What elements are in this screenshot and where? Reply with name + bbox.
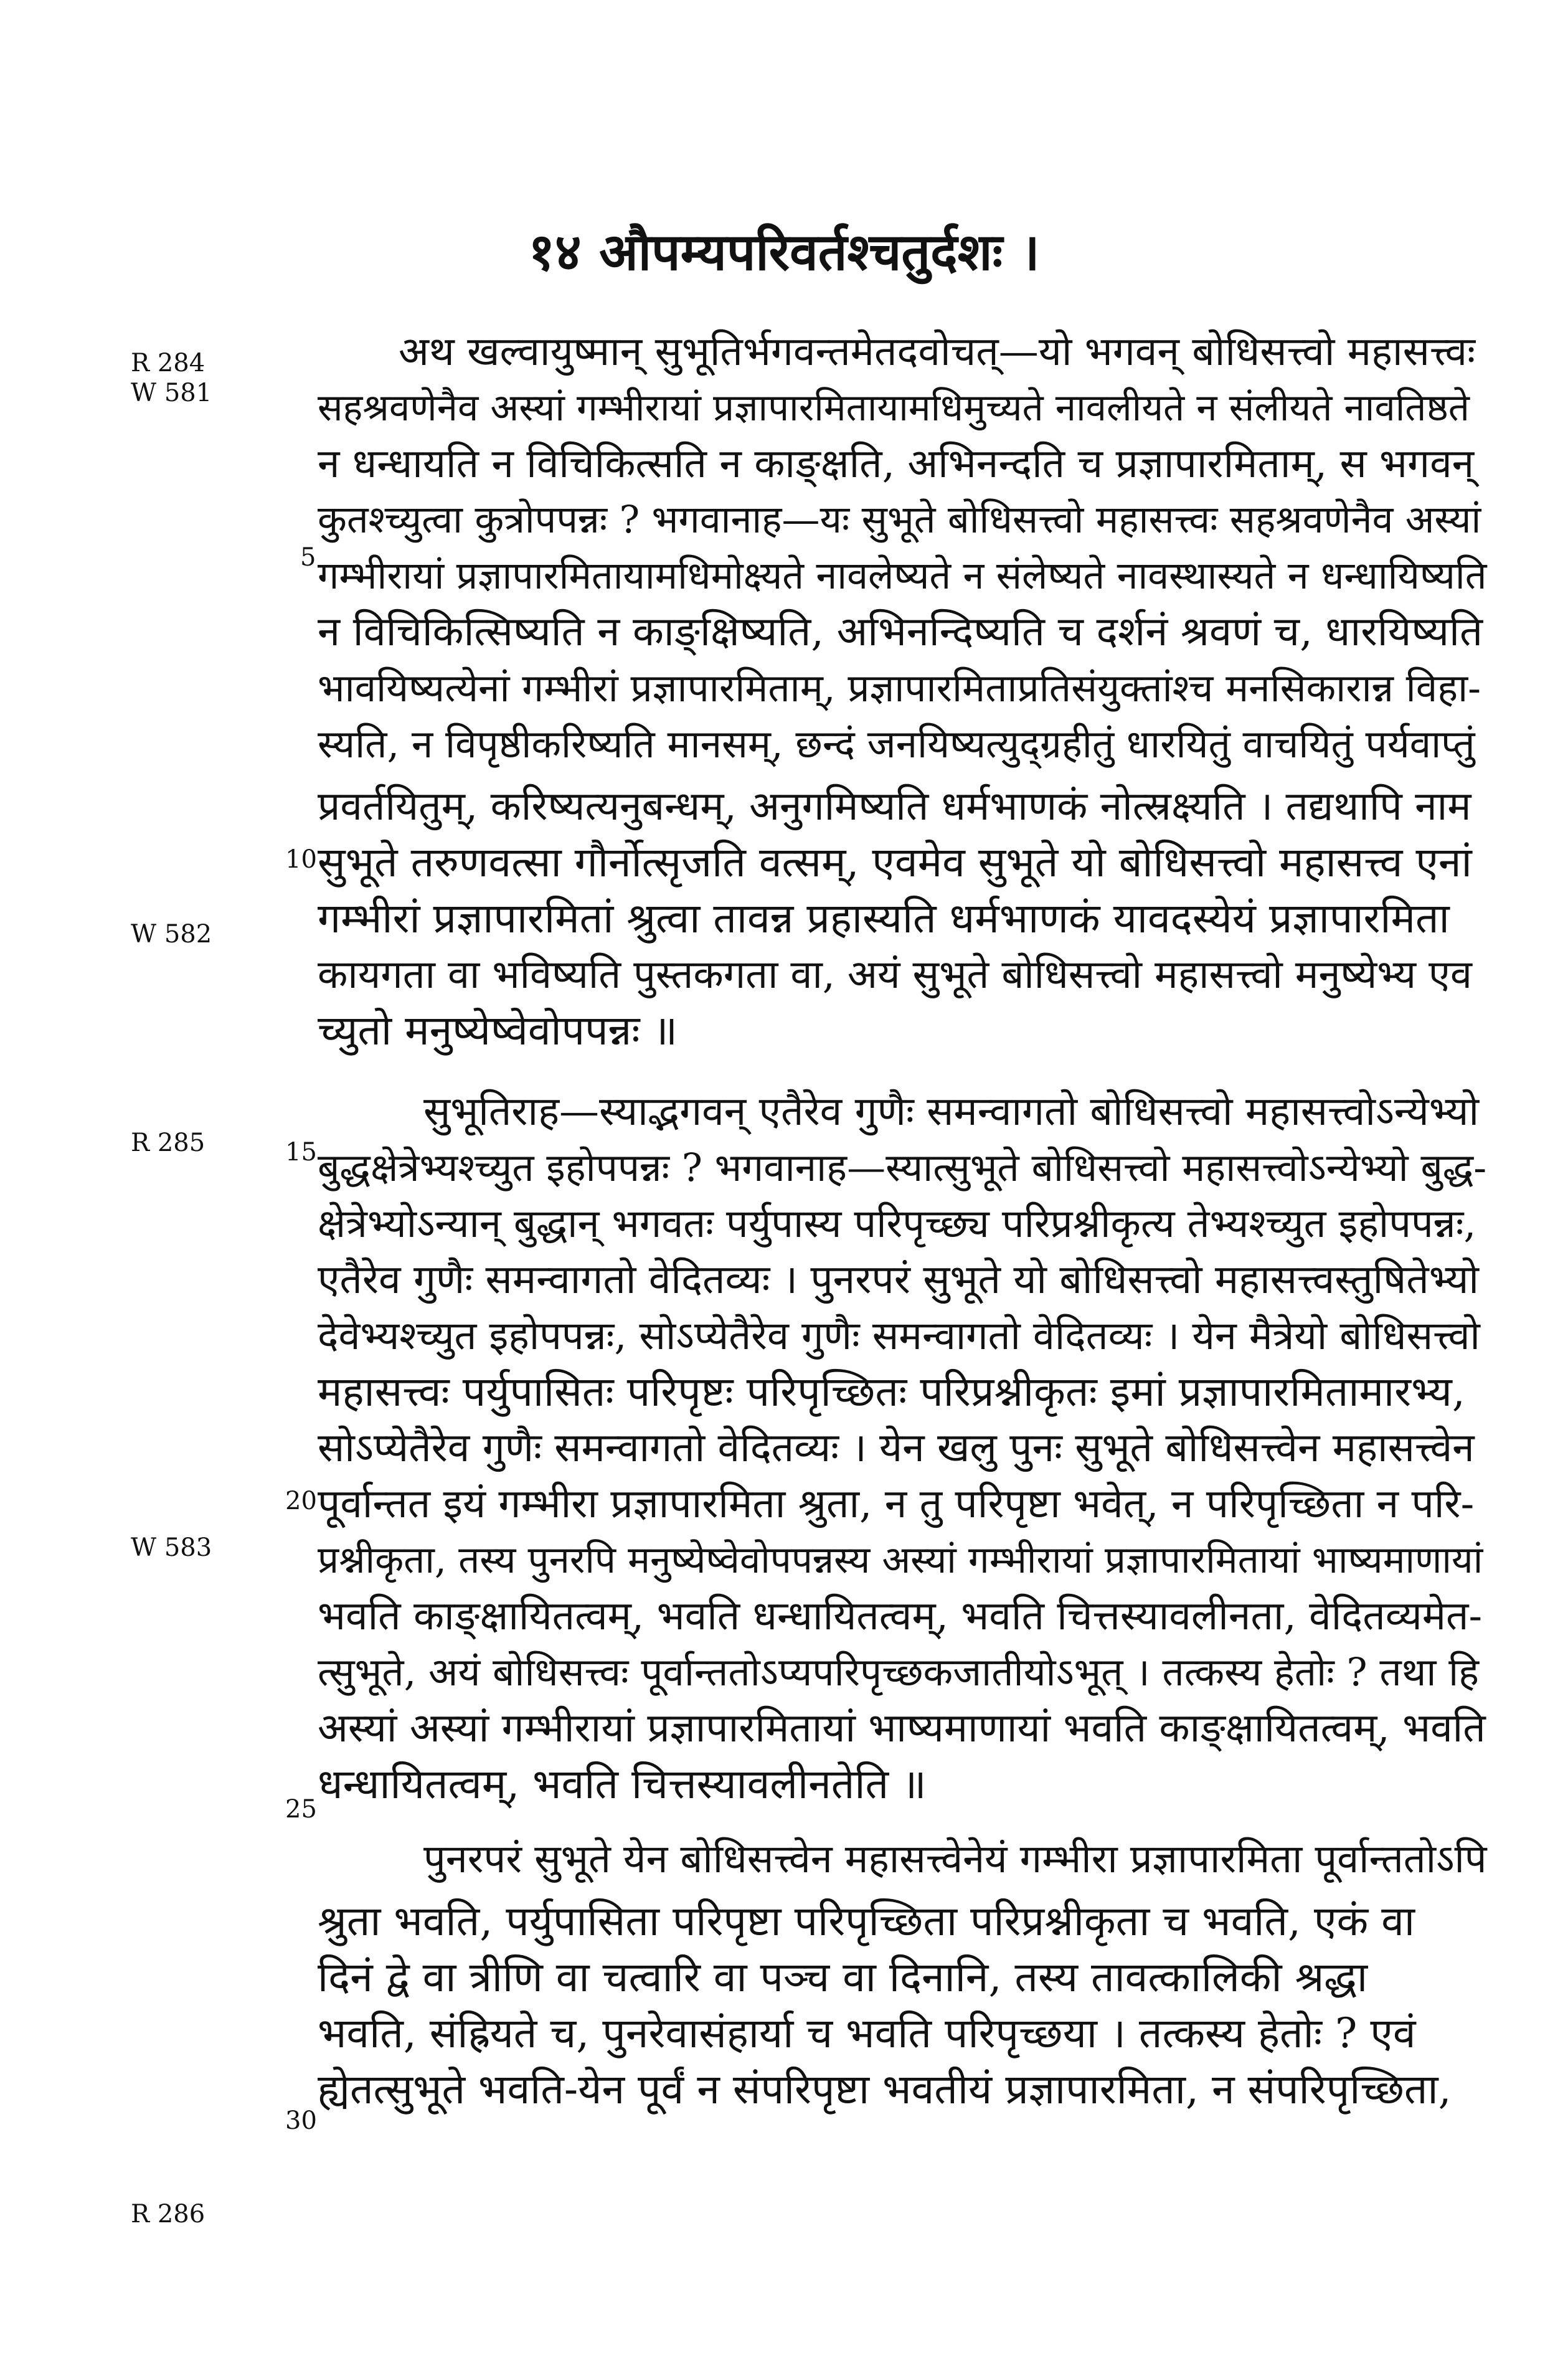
margin-ref: R 286	[131, 2200, 205, 2229]
text-line: न विचिकित्सिष्यति न काङ्क्षिष्यति, अभिनन्दिष्यति च दर्शनं श्रवणं च, धारयिष्यति	[318, 609, 1483, 655]
text-line: सहश्रवणेनैव अस्यां गम्भीरायां प्रज्ञापारमितायामधिमुच्यते नावलीयते न संलीयते नावतिष्ठते	[318, 386, 1470, 430]
text-line: बुद्धक्षेत्रेभ्यश्च्युत इहोपपन्नः ? भगवानाह—स्यात्सुभूते बोधिसत्त्वो महासत्त्वोऽन्येभ्यो बुद्ध-	[318, 1145, 1487, 1190]
text-line: प्रवर्तयितुम्, करिष्यत्यनुबन्धम्, अनुगमिष्यति धर्मभाणकं नोत्स्रक्ष्यति । तद्यथापि नाम	[318, 784, 1471, 830]
text-line: सुभूते तरुणवत्सा गौर्नोत्सृजति वत्सम्, एवमेव सुभूते यो बोधिसत्त्वो महासत्त्व एनां	[318, 838, 1472, 886]
text-line: श्रुता भवति, पर्युपासिता परिपृष्टा परिपृच्छिता परिप्रश्नीकृता च भवति, एकं वा	[318, 1897, 1415, 1945]
text-line: धन्धायितत्वम्, भवति चित्तस्यावलीनतेति ॥	[318, 1760, 927, 1808]
text-line: सुभूतिराह—स्याद्भगवन् एतैरेव गुणैः समन्वागतो बोधिसत्त्वो महासत्त्वोऽन्येभ्यो	[423, 1089, 1480, 1135]
chapter-title: १४ औपम्यपरिवर्तश्चतुर्दशः ।	[528, 222, 1040, 282]
line-number: 10	[285, 845, 317, 874]
text-line: सोऽप्येतैरेव गुणैः समन्वागतो वेदितव्यः । येन खलु पुनः सुभूते बोधिसत्त्वेन महासत्त्वेन	[318, 1425, 1475, 1471]
text-line: गम्भीरायां प्रज्ञापारमितायामधिमोक्ष्यते नावलेष्यते न संलेष्यते नावस्थास्यते न धन्धायिष्यति	[318, 554, 1487, 598]
margin-ref: W 581	[131, 379, 212, 407]
text-line: स्यति, न विपृष्ठीकरिष्यति मानसम्, छन्दं जनयिष्यत्युद्ग्रहीतुं धारयितुं वाचयितुं पर्यवाप्तुं	[318, 721, 1475, 767]
text-line: गम्भीरां प्रज्ञापारमितां श्रुत्वा तावन्न प्रहास्यति धर्मभाणकं यावदस्येयं प्रज्ञापारमिता	[318, 894, 1450, 942]
text-line: न धन्धायति न विचिकित्सति न काङ्क्षति, अभिनन्दति च प्रज्ञापारमिताम्, स भगवन्	[318, 441, 1475, 487]
text-line: भवति, संह्रियते च, पुनरेवासंहार्या च भवति परिपृच्छया । तत्कस्य हेतोः ? एवं	[318, 2009, 1416, 2057]
line-number: 20	[285, 1487, 317, 1515]
line-number: 25	[285, 1795, 317, 1824]
text-line: कायगता वा भविष्यति पुस्तकगता वा, अयं सुभूते बोधिसत्त्वो महासत्त्वो मनुष्येभ्य एव	[318, 952, 1472, 997]
text-line: भावयिष्यत्येनां गम्भीरां प्रज्ञापारमिताम्, प्रज्ञापारमिताप्रतिसंयुक्तांश्च मनसिकारान्न विहा-	[318, 665, 1481, 711]
text-line: अस्यां अस्यां गम्भीरायां प्रज्ञापारमितायां भाष्यमाणायां भवति काङ्क्षायितत्वम्, भवति	[318, 1705, 1486, 1751]
text-line: अथ खल्वायुष्मान् सुभूतिर्भगवन्तमेतदवोचत्—यो भगवन् बोधिसत्त्वो महासत्त्वः	[399, 329, 1476, 375]
margin-ref: R 285	[131, 1129, 205, 1157]
text-line: प्रश्नीकृता, तस्य पुनरपि मनुष्येष्वेवोपपन्नस्य अस्यां गम्भीरायां प्रज्ञापारमितायां भाष्यमाणायां	[318, 1538, 1483, 1582]
text-line: त्सुभूते, अयं बोधिसत्त्वः पूर्वान्ततोऽप्यपरिपृच्छकजातीयोऽभूत् । तत्कस्य हेतोः ? तथा हि	[318, 1649, 1480, 1695]
text-line: देवेभ्यश्च्युत इहोपपन्नः, सोऽप्येतैरेव गुणैः समन्वागतो वेदितव्यः । येन मैत्रेयो बोधिसत्त्वो	[318, 1313, 1480, 1358]
text-line: भवति काङ्क्षायितत्वम्, भवति धन्धायितत्वम्, भवति चित्तस्यावलीनता, वेदितव्यमेत-	[318, 1593, 1483, 1639]
line-number: 15	[285, 1138, 317, 1167]
text-line: ह्येतत्सुभूते भवति-येन पूर्वं न संपरिपृष्टा भवतीयं प्रज्ञापारमिता, न संपरिपृच्छिता,	[318, 2065, 1452, 2113]
text-line: एतैरेव गुणैः समन्वागतो वेदितव्यः । पुनरपरं सुभूते यो बोधिसत्त्वो महासत्त्वस्तुषितेभ्यो	[318, 1257, 1480, 1303]
text-line: दिनं द्वे वा त्रीणि वा चत्वारि वा पञ्च वा दिनानि, तस्य तावत्कालिकी श्रद्धा	[318, 1953, 1368, 2001]
line-number: 30	[285, 2106, 317, 2135]
text-line: पूर्वान्तत इयं गम्भीरा प्रज्ञापारमिता श्रुता, न तु परिपृष्टा भवेत्, न परिपृच्छिता न परि-	[318, 1481, 1475, 1527]
text-line: कुतश्च्युत्वा कुत्रोपपन्नः ? भगवानाह—यः सुभूते बोधिसत्त्वो महासत्त्वः सहश्रवणेनैव अस्यां	[318, 498, 1481, 542]
margin-ref: W 582	[131, 920, 212, 949]
text-line: महासत्त्वः पर्युपासितः परिपृष्टः परिपृच्छितः परिप्रश्नीकृतः इमां प्रज्ञापारमितामारभ्य,	[318, 1368, 1465, 1416]
margin-ref: W 583	[131, 1533, 212, 1562]
text-line: च्युतो मनुष्येष्वेवोपपन्नः ॥	[318, 1007, 678, 1054]
margin-ref: R 284	[131, 349, 205, 377]
text-line: क्षेत्रेभ्योऽन्यान् बुद्धान् भगवतः पर्युपास्य परिपृच्छ्य परिप्रश्नीकृत्य तेभ्यश्च्युत इहोपपन्नः,	[318, 1201, 1476, 1246]
text-line: पुनरपरं सुभूते येन बोधिसत्त्वेन महासत्त्वेनेयं गम्भीरा प्रज्ञापारमिता पूर्वान्ततोऽपि	[423, 1836, 1487, 1882]
line-number: 5	[300, 543, 316, 572]
